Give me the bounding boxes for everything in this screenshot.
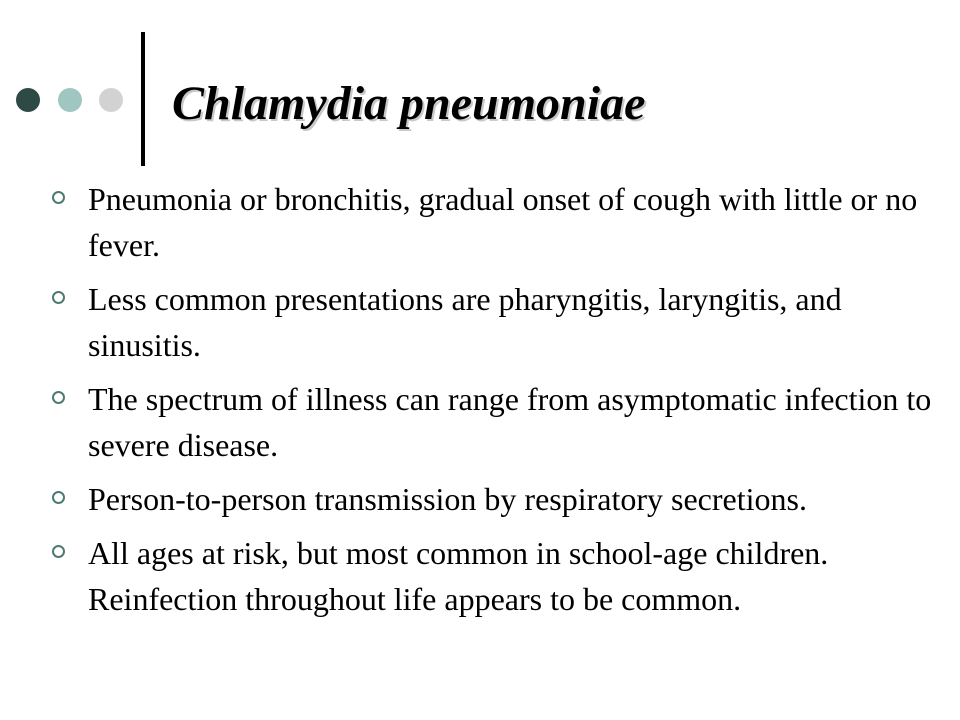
bullet-text: Less common presentations are pharyngitis, laryngitis, and sinusitis. (88, 281, 842, 363)
teal-dot-icon (58, 88, 82, 112)
bullet-text: The spectrum of illness can range from asymptomatic infection to severe disease. (88, 381, 932, 463)
circle-bullet-icon (52, 491, 65, 504)
bullet-item (46, 176, 946, 268)
bullet-item (46, 476, 946, 522)
bullet-item (46, 276, 946, 368)
bullet-item (46, 530, 946, 622)
dark-dot-icon (16, 88, 40, 112)
circle-bullet-icon (52, 291, 65, 304)
bullet-text: Pneumonia or bronchitis, gradual onset of cough with little or no fever. (88, 181, 918, 263)
bullet-text: All ages at risk, but most common in school-age children. Reinfection throughout life appears to be common. (88, 535, 829, 617)
bullet-list (46, 176, 946, 630)
slide-title: Chlamydia pneumoniae (172, 77, 646, 130)
gray-dot-icon (99, 88, 123, 112)
title-divider (141, 32, 145, 166)
bullet-text: Person-to-person transmission by respiratory secretions. (88, 481, 807, 517)
circle-bullet-icon (52, 545, 65, 558)
bullet-item (46, 376, 946, 468)
circle-bullet-icon (52, 191, 65, 204)
circle-bullet-icon (52, 391, 65, 404)
